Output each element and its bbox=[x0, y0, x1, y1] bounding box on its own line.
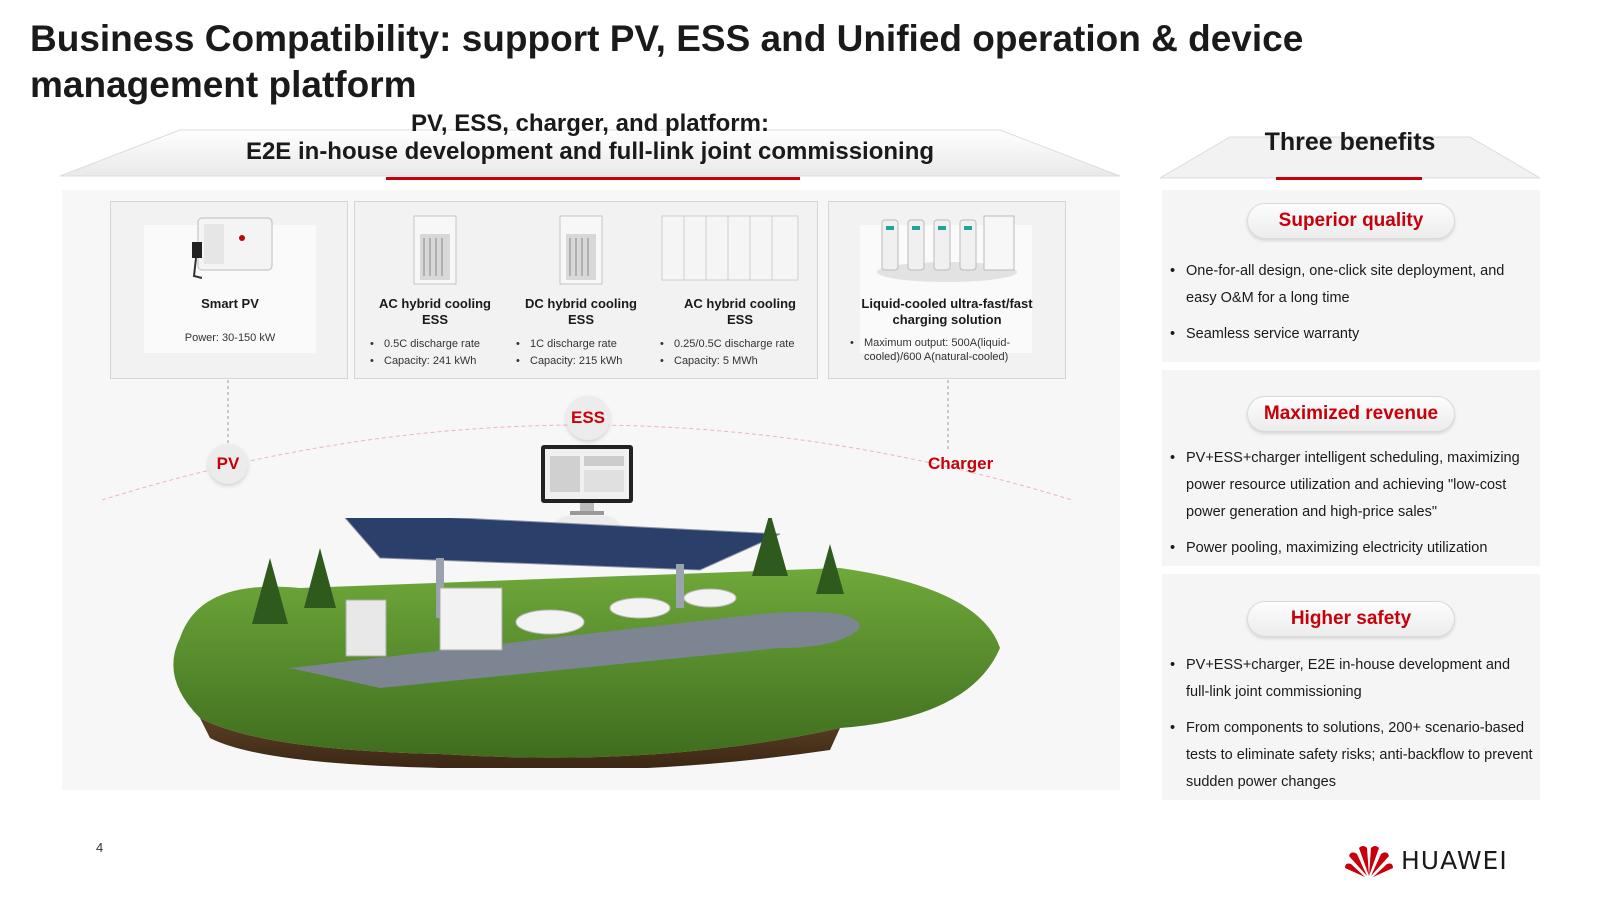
pv-node bbox=[208, 444, 248, 484]
charger-node bbox=[928, 444, 993, 484]
left-subtitle-line2: E2E in-house development and full-link joint commissioning bbox=[245, 138, 935, 165]
ac-ess-cabinet-icon bbox=[410, 214, 460, 286]
left-title-underline bbox=[386, 177, 800, 180]
huawei-brand bbox=[1345, 842, 1508, 878]
benefit-list-revenue bbox=[1166, 445, 1536, 571]
benefit-list-safety bbox=[1166, 652, 1536, 805]
product-spec: • Capacity: 215 kWh bbox=[516, 353, 646, 370]
left-subtitle-line1: PV, ESS, charger, and platform: bbox=[411, 110, 769, 137]
benefit-title-safety: Higher safety bbox=[1247, 601, 1455, 637]
product-spec: • Maximum output: 500A(liquid-cooled)/600 A(natural-cooled) bbox=[850, 336, 1044, 364]
product-dc-ess-215 bbox=[516, 296, 646, 370]
product-charger bbox=[850, 296, 1044, 364]
brand-name: HUAWEI bbox=[1401, 845, 1508, 875]
huawei-logo-icon bbox=[1345, 842, 1393, 878]
left-subtitle bbox=[150, 110, 1030, 166]
ess-container-icon bbox=[660, 214, 800, 284]
dc-ess-cabinet-icon bbox=[556, 214, 606, 286]
charging-station-illustration bbox=[140, 518, 1020, 768]
benefit-list-quality bbox=[1166, 258, 1536, 357]
product-name: DC hybrid cooling ESS bbox=[525, 296, 637, 327]
benefit-item: • PV+ESS+charger, E2E in-house development and full-link joint commissioning bbox=[1166, 652, 1536, 706]
product-spec: Power: 30-150 kW bbox=[184, 332, 276, 344]
benefits-title: Three benefits bbox=[1264, 128, 1436, 156]
benefit-item: • Power pooling, maximizing electricity utilization bbox=[1166, 535, 1536, 562]
benefit-item: • PV+ESS+charger intelligent scheduling, maximizing power resource utilization and achieving "low-cost power generation and high-price sales" bbox=[1166, 445, 1536, 526]
page-number: 4 bbox=[96, 840, 104, 855]
benefit-item: • Seamless service warranty bbox=[1166, 321, 1536, 348]
benefit-title-revenue: Maximized revenue bbox=[1247, 396, 1455, 432]
product-name: AC hybrid cooling ESS bbox=[684, 296, 796, 327]
product-ac-ess-5mwh bbox=[660, 296, 820, 370]
charger-set-icon bbox=[872, 212, 1022, 284]
ess-node bbox=[566, 396, 610, 440]
product-spec: • Capacity: 5 MWh bbox=[660, 353, 820, 370]
platform-monitor-icon bbox=[540, 444, 634, 516]
product-smart-pv bbox=[160, 296, 300, 347]
smart-pv-inverter-icon bbox=[184, 214, 280, 284]
charger-label: Charger bbox=[928, 454, 994, 473]
benefit-item: • From components to solutions, 200+ scenario-based tests to eliminate safety risks; anti-backflow to prevent sudden power changes bbox=[1166, 715, 1536, 796]
benefits-title-underline bbox=[1276, 177, 1422, 180]
benefit-title-quality: Superior quality bbox=[1247, 203, 1455, 239]
pv-label: PV bbox=[216, 454, 240, 473]
product-spec: • 0.25/0.5C discharge rate bbox=[660, 336, 820, 353]
product-name: Liquid-cooled ultra-fast/fast charging solution bbox=[861, 296, 1033, 327]
benefit-item: • One-for-all design, one-click site deployment, and easy O&M for a long time bbox=[1166, 258, 1536, 312]
product-name: AC hybrid cooling ESS bbox=[379, 296, 491, 327]
product-name: Smart PV bbox=[201, 296, 259, 311]
ess-label: ESS bbox=[570, 408, 606, 427]
product-spec: • 1C discharge rate bbox=[516, 336, 646, 353]
product-spec: • 0.5C discharge rate bbox=[370, 336, 500, 353]
slide-title: Business Compatibility: support PV, ESS and Unified operation & device management platform bbox=[30, 18, 1304, 105]
product-spec: • Capacity: 241 kWh bbox=[370, 353, 500, 370]
product-ac-ess-241 bbox=[370, 296, 500, 370]
